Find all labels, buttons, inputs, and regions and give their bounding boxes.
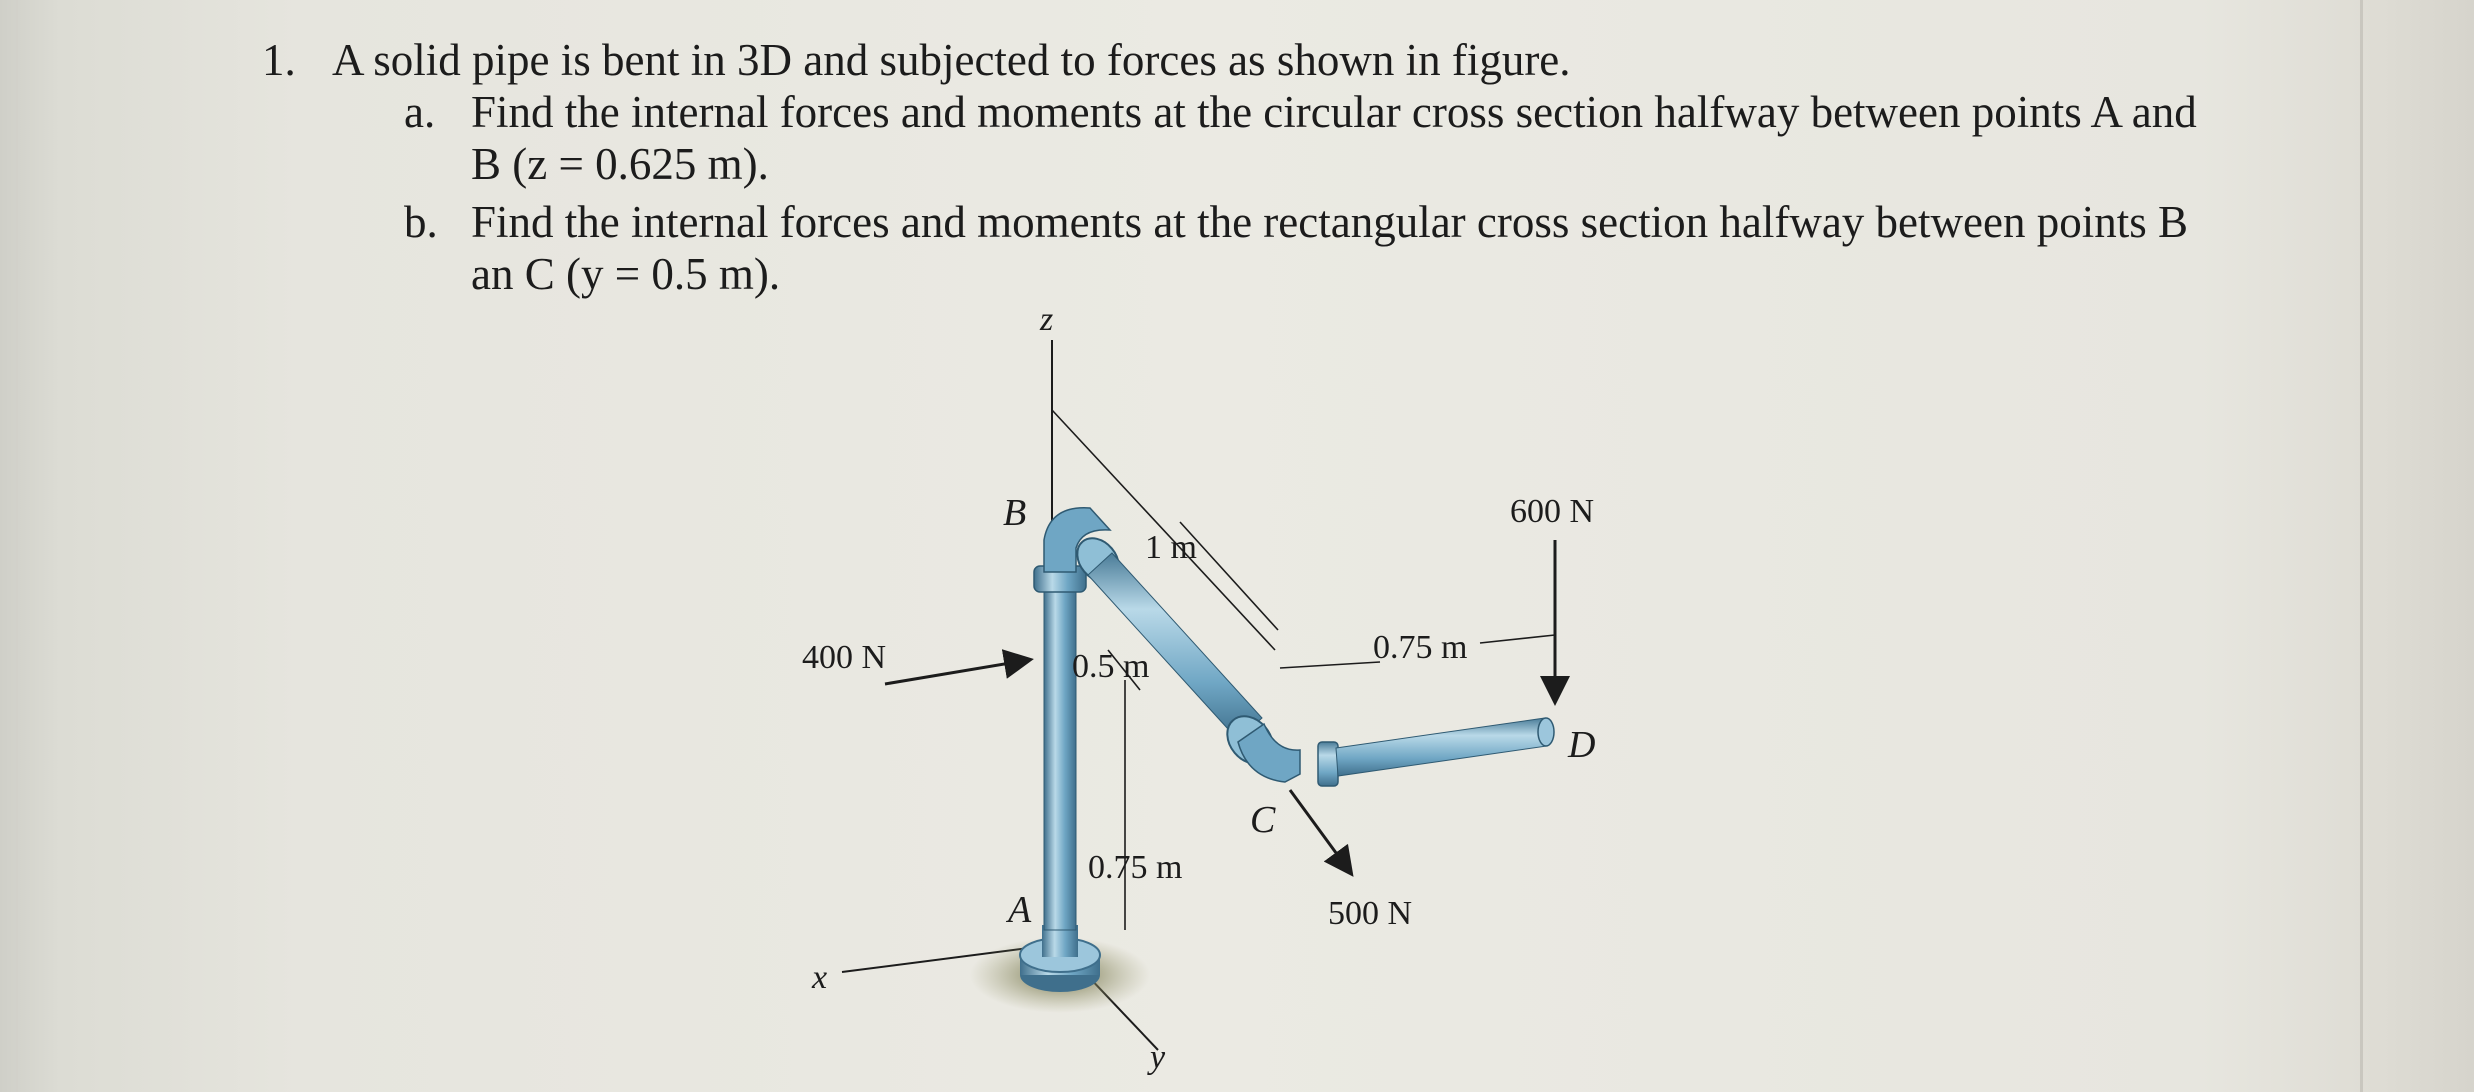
force-arrow-400 [885, 660, 1028, 684]
force-label-500: 500 N [1328, 895, 1413, 932]
point-label-b: B [1003, 492, 1027, 534]
force-label-600: 600 N [1510, 493, 1595, 530]
point-label-c: C [1250, 799, 1276, 841]
pipe-segment-bc [1088, 553, 1262, 740]
force-label-400: 400 N [802, 639, 887, 676]
part-a-label: a. [404, 87, 436, 137]
part-b-line2: an C (y = 0.5 m). [471, 249, 781, 299]
dim-label-bc: 1 m [1145, 529, 1197, 566]
dim-label-c-offset: 0.5 m [1072, 648, 1150, 685]
point-label-a: A [1008, 889, 1032, 931]
pipe-end-d [1538, 718, 1554, 746]
part-a-line2: B (z = 0.625 m). [471, 139, 769, 189]
problem-statement: A solid pipe is bent in 3D and subjected to forces as shown in figure. [332, 35, 1571, 85]
part-b-line1: Find the internal forces and moments at the rectangular cross section halfway between points B [471, 197, 2188, 247]
dim-line-cd-right [1480, 635, 1555, 643]
part-b-label: b. [404, 197, 438, 247]
dim-label-ab: 0.75 m [1088, 849, 1183, 886]
force-arrow-500 [1290, 790, 1350, 872]
pipe-segment-cd [1336, 718, 1547, 776]
point-label-d: D [1568, 724, 1596, 766]
dim-label-cd: 0.75 m [1373, 629, 1468, 666]
part-a-line1: Find the internal forces and moments at the circular cross section halfway between points A and [471, 87, 2197, 137]
dim-line-cd-left [1280, 662, 1380, 668]
flange-c-horiz [1318, 742, 1338, 786]
pipe-segment-ab [1044, 570, 1076, 930]
problem-number: 1. [262, 35, 296, 85]
axis-label-x: x [812, 959, 828, 996]
axis-label-z: z [1040, 301, 1054, 338]
axis-label-y: y [1150, 1039, 1166, 1076]
